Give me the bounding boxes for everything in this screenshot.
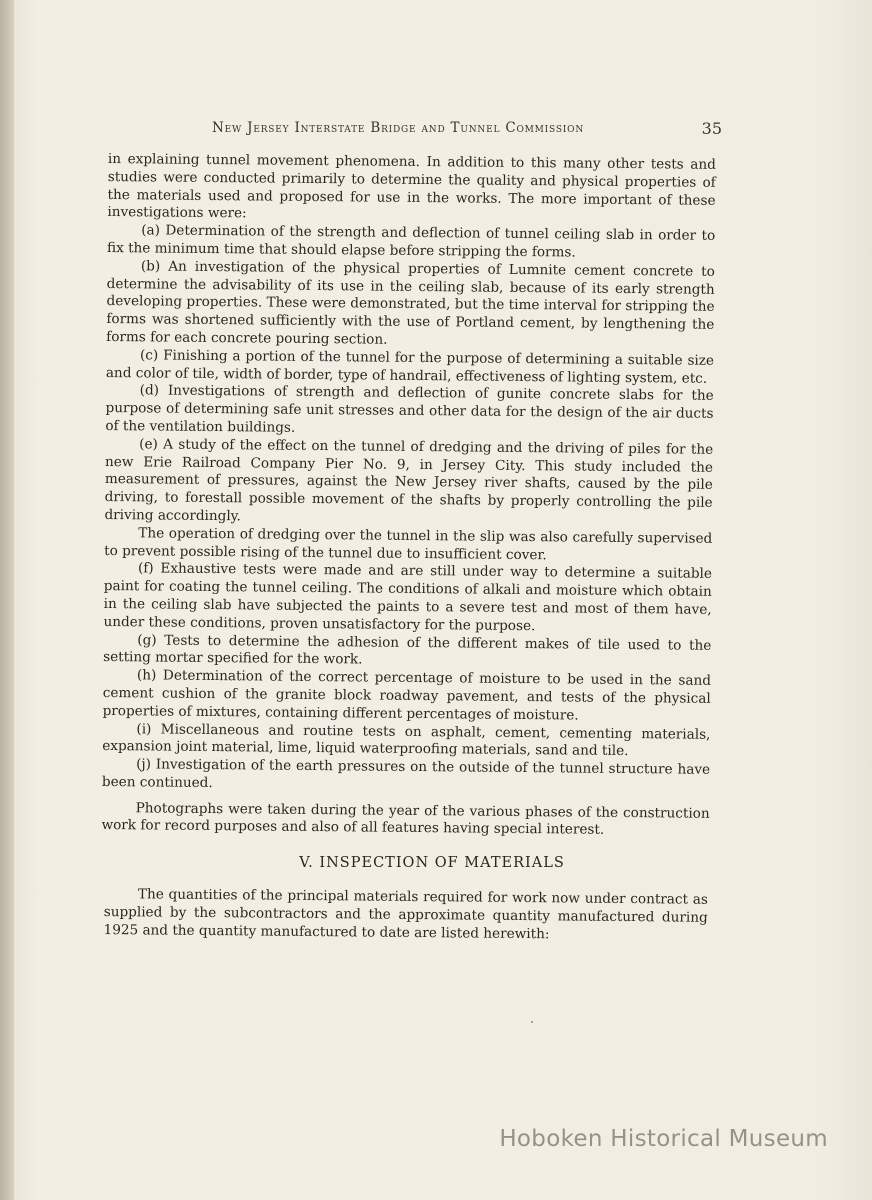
running-header [212,120,732,136]
item-h: (h) Determination of the correct percentage of moisture to be used in the sand cement cushion of the granite block roadway pavement, and tests of the physical properties of mixtures, containing different percentages of moisture. [102,667,712,724]
item-c: (c) Finishing a portion of the tunnel for the purpose of determining a suitable size and color of tile, width of border, type of handrail, effectiveness of lighting system, etc. [105,347,715,387]
section-intro-paragraph: The quantities of the principal materials required for work now under contract as supplied by the subcontractors and the approximate quantity manufactured during 1925 and the quantity manufactured to date are listed herewith: [103,886,708,942]
item-f: (f) Exhaustive tests were made and are still under way to determine a suitable paint for coating the tunnel ceiling. The conditions of alkali and moisture which obtain in the ceiling slab have subjected the paints to a severe test and most of them have, under these conditions, proven unsatisfactory for the purpose. [103,560,713,634]
museum-watermark: Hoboken Historical Museum [499,1126,828,1152]
paragraph-photographs: Photographs were taken during the year of the various phases of the construction work for record purposes and also of all features having special interest. [101,799,710,839]
item-a: (a) Determination of the strength and deflection of tunnel ceiling slab in order to fix the minimum time that should elapse before stripping the forms. [106,222,716,261]
book-spine-shadow [0,0,14,1200]
item-b: (b) An investigation of the physical properties of Lumnite cement concrete to determine the advisability of its use in the ceiling slab, because of its early strength developing properties. These were demonstrated, but the time interval for stripping the forms was shortened sufficiently with the use of Portland cement, by lengthening the forms for each concrete pouring section. [106,258,715,348]
item-i: (i) Miscellaneous and routine tests on asphalt, cement, cementing materials, expansion joint material, lime, liquid waterproofing materials, sand and tile. [102,720,711,760]
section-intro [103,886,707,945]
body-text [101,151,716,841]
page-number: 35 [701,119,722,138]
item-e-continued: The operation of dredging over the tunnel in the slip was also carefully supervised to prevent possible rising of the tunnel due to insufficient cover. [104,525,713,563]
item-e: (e) A study of the effect on the tunnel of dredging and the driving of piles for the new Erie Railroad Company Pier No. 9, in Jersey City. This study included the measurement of pressures, against the New Jersey river shafts, caused by the pile driving, to forestall possible movement of the shafts by properly controlling the pile driving accordingly. [104,436,714,525]
paragraph-intro: in explaining tunnel movement phenomena. In addition to this many other tests and studies were conducted primarily to determine the quality and physical properties of the materials used and proposed for use in the works. The more important of these investigations were: [107,151,716,222]
section-heading: V. INSPECTION OF MATERIALS [299,855,565,871]
item-g: (g) Tests to determine the adhesion of the different makes of tile used to the setting mortar specified for the work. [103,631,712,668]
item-d: (d) Investigations of strength and deflection of gunite concrete slabs for the purpose of determining safe unit stresses and other data for the design of the air ducts of the ventilation buildings. [105,382,714,436]
item-j: (j) Investigation of the earth pressures on the outside of the tunnel structure have been continued. [101,756,711,791]
paper-speck [531,1021,533,1023]
header-title: New Jersey Interstate Bridge and Tunnel Commission [212,120,585,136]
